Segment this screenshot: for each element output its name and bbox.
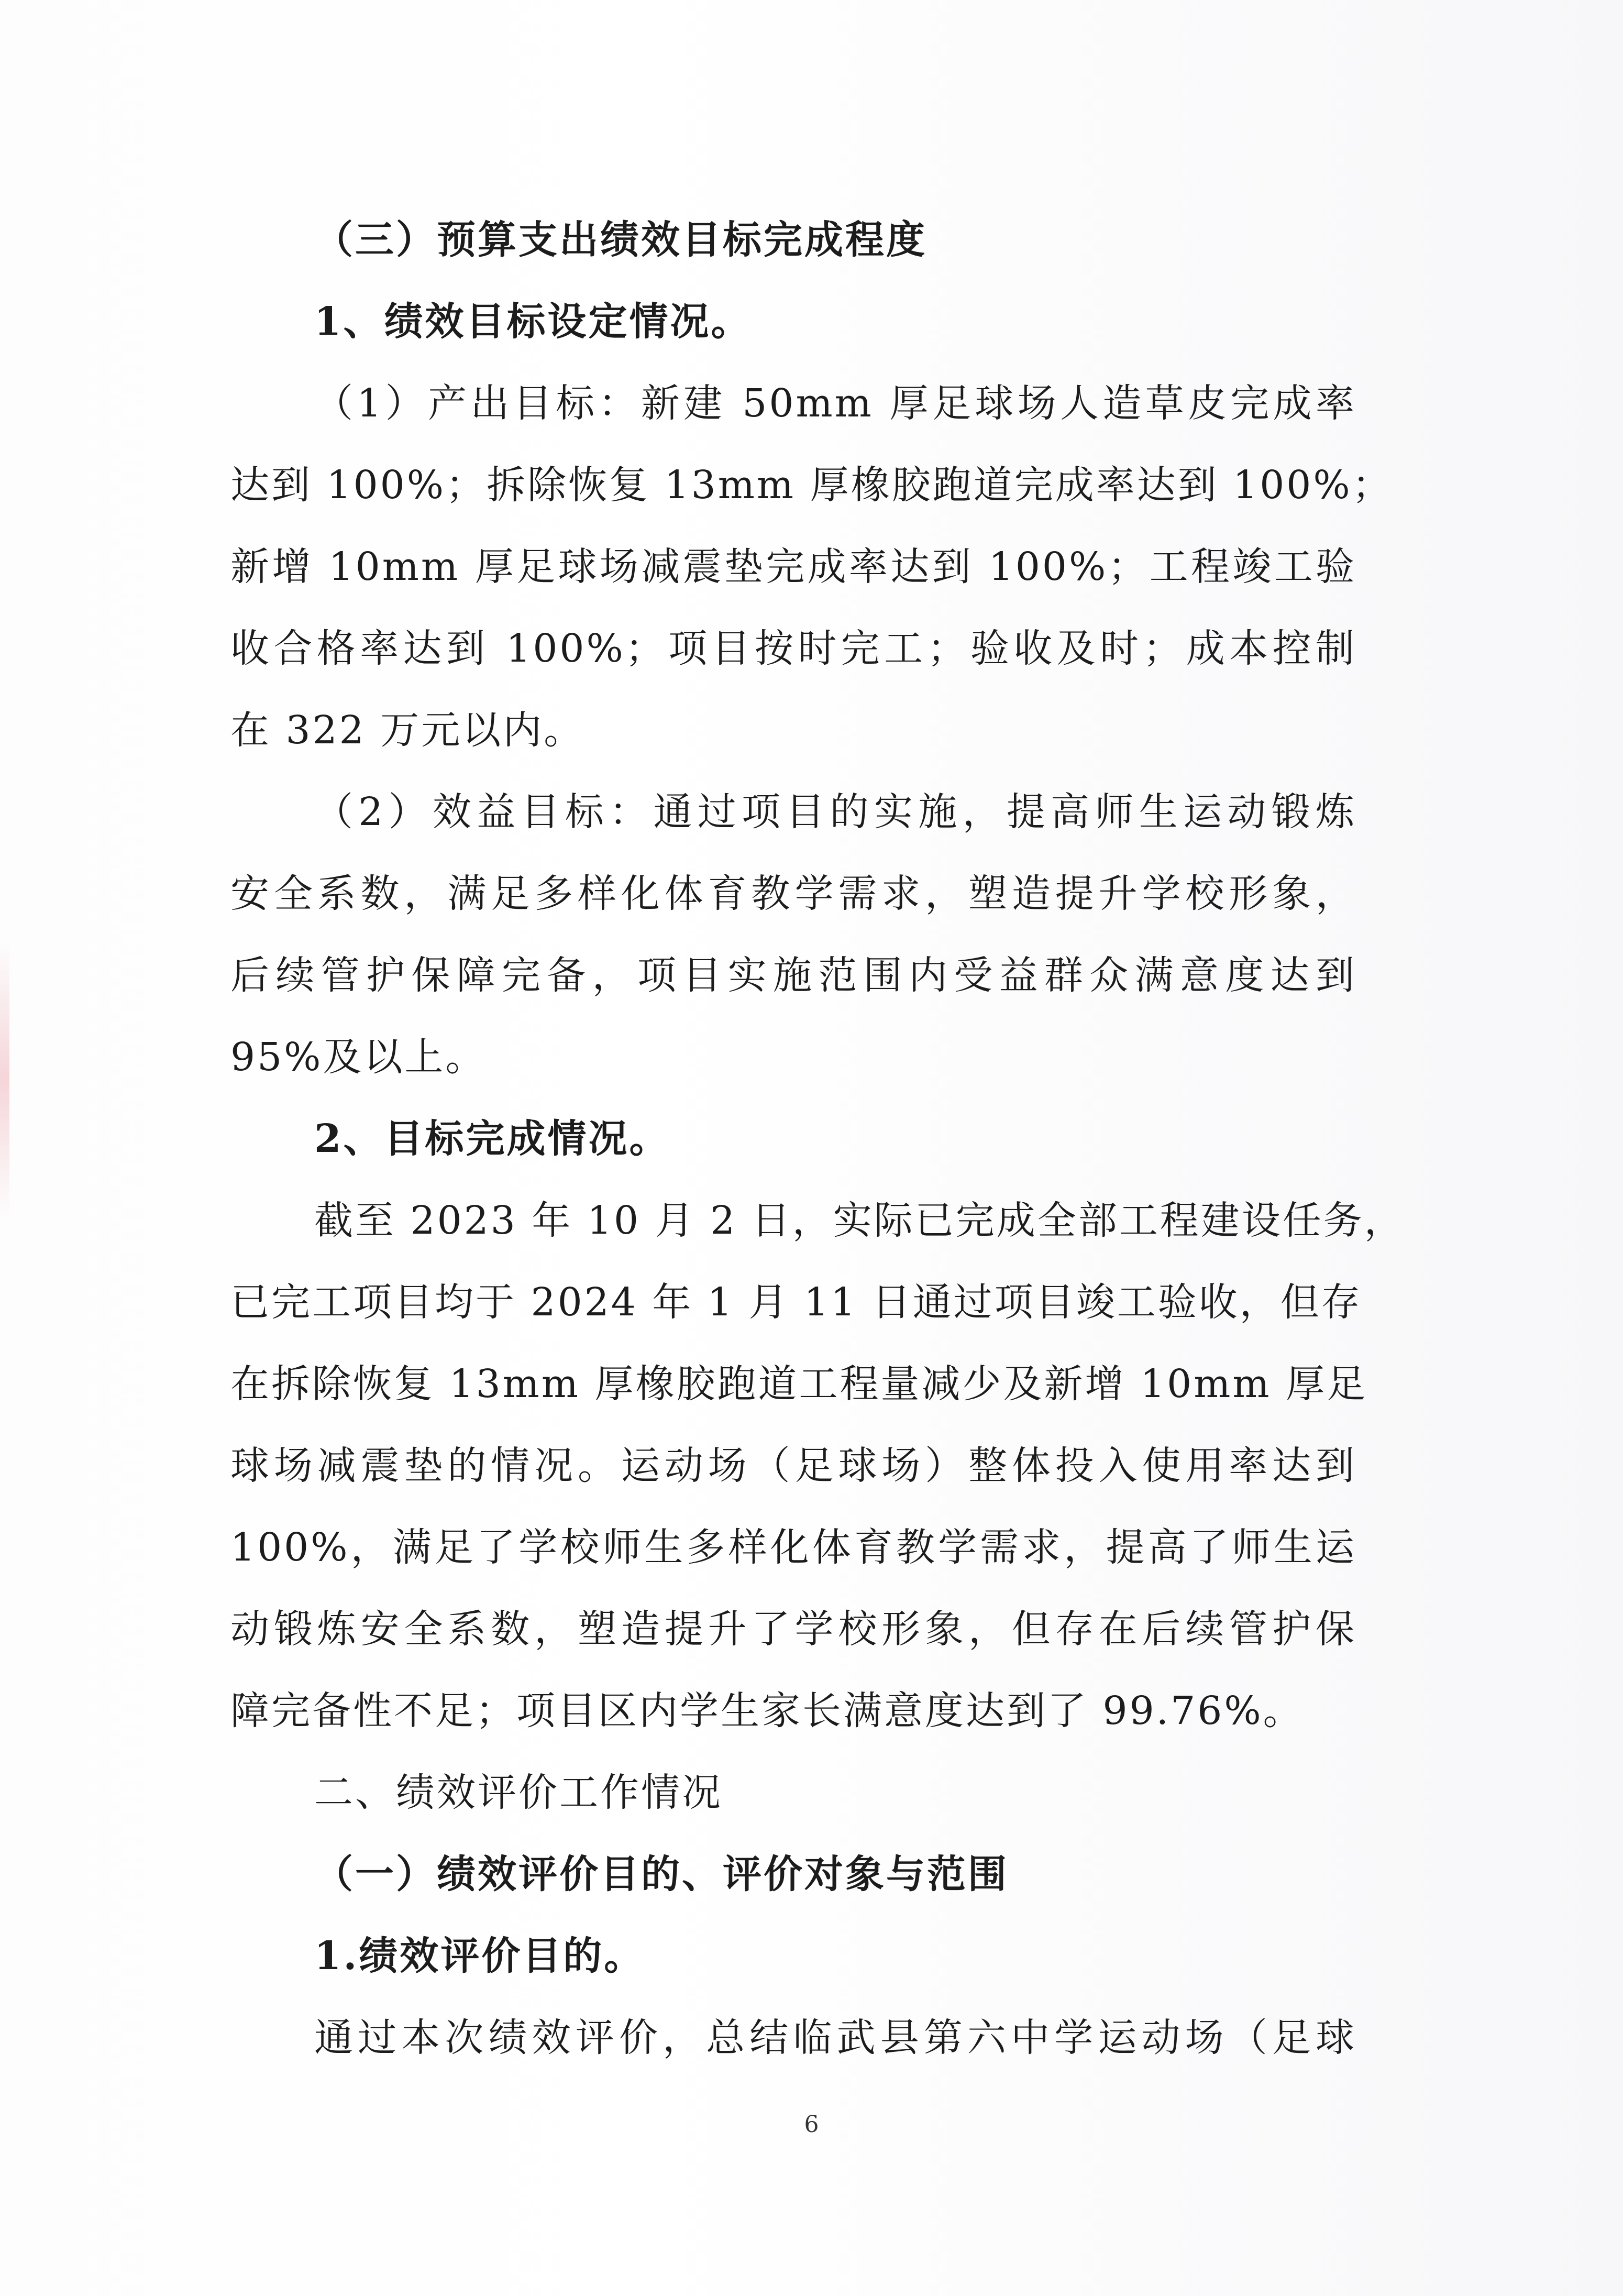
- scan-edge-mark: [0, 943, 9, 1215]
- section-heading-evaluation-purpose: （一）绩效评价目的、评价对象与范围: [314, 1852, 1009, 1897]
- subheading-goal-setting: 1、绩效目标设定情况。: [314, 299, 752, 344]
- document-body: [230, 199, 1405, 2079]
- paragraph-line: 在拆除恢复 13mm 厚橡胶跑道工程量减少及新增 10mm 厚足: [230, 1361, 1368, 1407]
- paragraph-line: 通过本次绩效评价，总结临武县第六中学运动场（足球: [314, 2015, 1356, 2060]
- paragraph-line: （1）产出目标：新建 50mm 厚足球场人造草皮完成率: [314, 381, 1356, 426]
- paragraph-line: 球场减震垫的情况。运动场（足球场）整体投入使用率达到: [230, 1443, 1356, 1488]
- paragraph-line: 后续管护保障完备，项目实施范围内受益群众满意度达到: [230, 953, 1356, 998]
- paragraph-line: 100%，满足了学校师生多样化体育教学需求，提高了师生运: [230, 1525, 1356, 1570]
- paragraph-line: 截至 2023 年 10 月 2 日，实际已完成全部工程建设任务，: [314, 1198, 1405, 1243]
- paragraph-line: 95%及以上。: [230, 1035, 487, 1080]
- paragraph-line: 在 322 万元以内。: [230, 708, 585, 753]
- paragraph-line: 收合格率达到 100%；项目按时完工；验收及时；成本控制: [230, 626, 1356, 671]
- paragraph-line: 已完工项目均于 2024 年 1 月 11 日通过项目竣工验收，但存: [230, 1280, 1362, 1325]
- subheading-goal-completion: 2、目标完成情况。: [314, 1116, 670, 1161]
- section-heading-budget-goal-completion: （三）预算支出绩效目标完成程度: [314, 217, 927, 262]
- page-number: 6: [804, 2111, 819, 2138]
- paragraph-line: 新增 10mm 厚足球场减震垫完成率达到 100%；工程竣工验: [230, 544, 1356, 589]
- section-heading-evaluation-work: 二、绩效评价工作情况: [314, 1770, 723, 1815]
- subheading-evaluation-purpose: 1.绩效评价目的。: [314, 1934, 645, 1979]
- paragraph-line: 安全系数，满足多样化体育教学需求，塑造提升学校形象，: [230, 871, 1356, 916]
- paragraph-line: 动锻炼安全系数，塑造提升了学校形象，但存在后续管护保: [230, 1607, 1356, 1652]
- paragraph-line: （2）效益目标：通过项目的实施，提高师生运动锻炼: [314, 789, 1356, 834]
- paragraph-line: 障完备性不足；项目区内学生家长满意度达到了 99.76%。: [230, 1688, 1304, 1733]
- paragraph-line: 达到 100%；拆除恢复 13mm 厚橡胶跑道完成率达到 100%；: [230, 463, 1393, 508]
